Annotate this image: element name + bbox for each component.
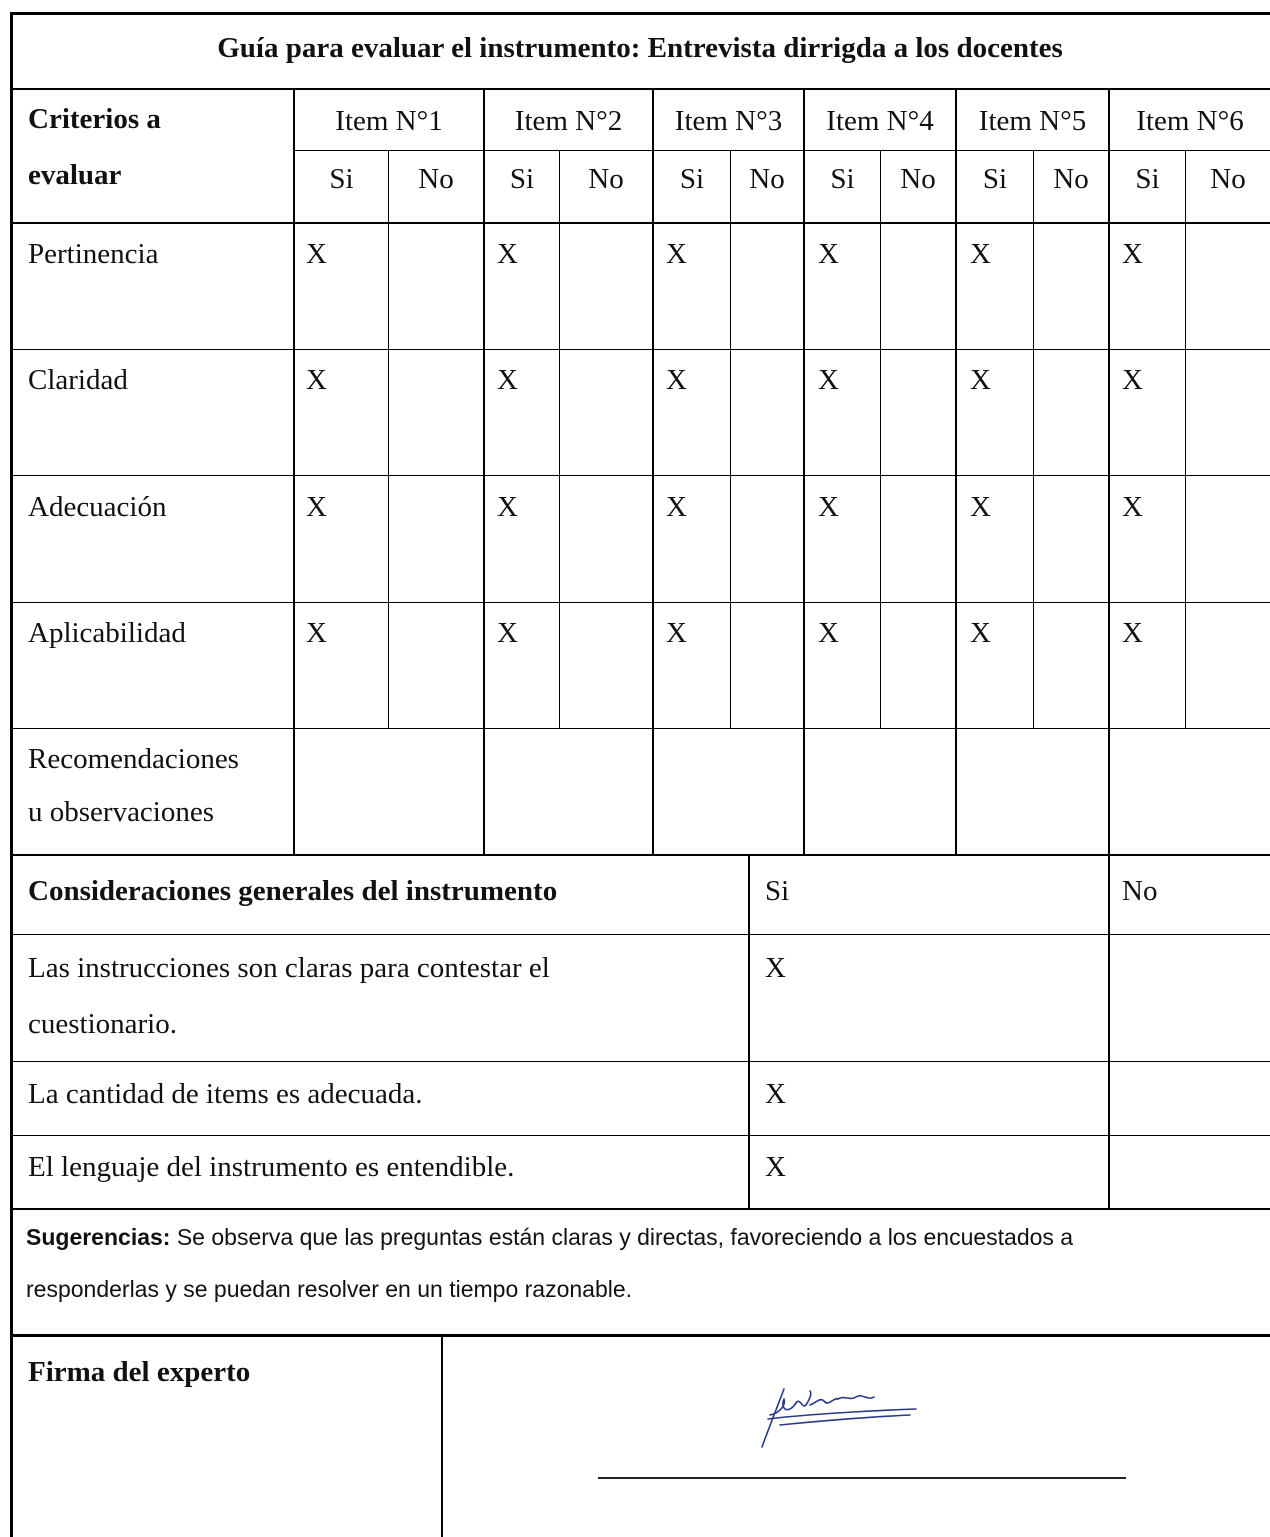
mark-x: X	[970, 491, 991, 523]
mark-x: X	[1122, 617, 1143, 649]
mark-x: X	[1122, 238, 1143, 270]
si-header: Si	[1135, 163, 1160, 195]
mark-x: X	[497, 617, 518, 649]
document-title: Guía para evaluar el instrumento: Entrevista dirrigda a los docentes	[217, 32, 1063, 64]
signature-line	[598, 1477, 1126, 1479]
si-header: Si	[830, 163, 855, 195]
mark-x: X	[1122, 364, 1143, 396]
mark-x: X	[818, 491, 839, 523]
criteria-name: Adecuación	[28, 491, 167, 523]
criteria-name: Claridad	[28, 364, 128, 396]
mark-x: X	[666, 364, 687, 396]
mark-x: X	[970, 617, 991, 649]
criteria-header-line1: Criterios a	[28, 103, 161, 135]
signature-label: Firma del experto	[28, 1356, 251, 1388]
recommendations-line1: Recomendaciones	[28, 743, 239, 775]
item-header: Item N°5	[978, 105, 1087, 137]
mark-x: X	[306, 491, 327, 523]
general-row-text: El lenguaje del instrumento es entendible.	[28, 1151, 515, 1183]
mark-x: X	[497, 238, 518, 270]
suggestions-label: Sugerencias:	[26, 1224, 171, 1250]
general-row-text: Las instrucciones son claras para contestar el	[28, 952, 550, 984]
general-row-text: La cantidad de items es adecuada.	[28, 1078, 423, 1110]
no-header: No	[1210, 163, 1246, 195]
mark-x: X	[1122, 491, 1143, 523]
si-header: Si	[679, 163, 705, 195]
general-header: Consideraciones generales del instrumento	[28, 875, 558, 907]
no-header: No	[418, 163, 454, 195]
si-header: Si	[982, 163, 1008, 195]
handwritten-signature	[740, 1375, 930, 1455]
general-row-si: X	[765, 1078, 786, 1110]
recommendations-line2: u observaciones	[28, 796, 215, 828]
mark-x: X	[666, 491, 687, 523]
mark-x: X	[306, 364, 327, 396]
mark-x: X	[818, 238, 839, 270]
mark-x: X	[818, 617, 839, 649]
mark-x: X	[818, 364, 839, 396]
general-row-si: X	[765, 952, 786, 984]
criteria-name: Aplicabilidad	[28, 617, 186, 649]
mark-x: X	[497, 491, 518, 523]
general-row-text: cuestionario.	[28, 1008, 177, 1040]
mark-x: X	[306, 238, 327, 270]
general-si-header: Si	[765, 875, 790, 907]
item-header: Item N°2	[514, 105, 623, 137]
item-header: Item N°6	[1136, 105, 1244, 137]
suggestions-text: Se observa que las preguntas están claras y directas, favoreciendo a los encuestados a	[170, 1224, 1074, 1250]
mark-x: X	[970, 364, 991, 396]
mark-x: X	[306, 617, 327, 649]
item-header: Item N°4	[826, 105, 934, 137]
mark-x: X	[497, 364, 518, 396]
no-header: No	[1053, 163, 1089, 195]
item-header: Item N°3	[674, 105, 783, 137]
no-header: No	[588, 163, 624, 195]
general-no-header: No	[1122, 875, 1158, 907]
no-header: No	[900, 163, 936, 195]
general-row-si: X	[765, 1151, 786, 1183]
si-header: Si	[509, 163, 535, 195]
mark-x: X	[970, 238, 991, 270]
criteria-name: Pertinencia	[28, 238, 159, 270]
si-header: Si	[329, 163, 354, 195]
mark-x: X	[666, 617, 687, 649]
mark-x: X	[666, 238, 687, 270]
suggestions-line2: responderlas y se puedan resolver en un tiempo razonable.	[26, 1276, 633, 1302]
criteria-header-line2: evaluar	[28, 159, 122, 191]
no-header: No	[749, 163, 785, 195]
item-header: Item N°1	[335, 105, 443, 137]
suggestions-line1	[26, 1226, 1073, 1249]
